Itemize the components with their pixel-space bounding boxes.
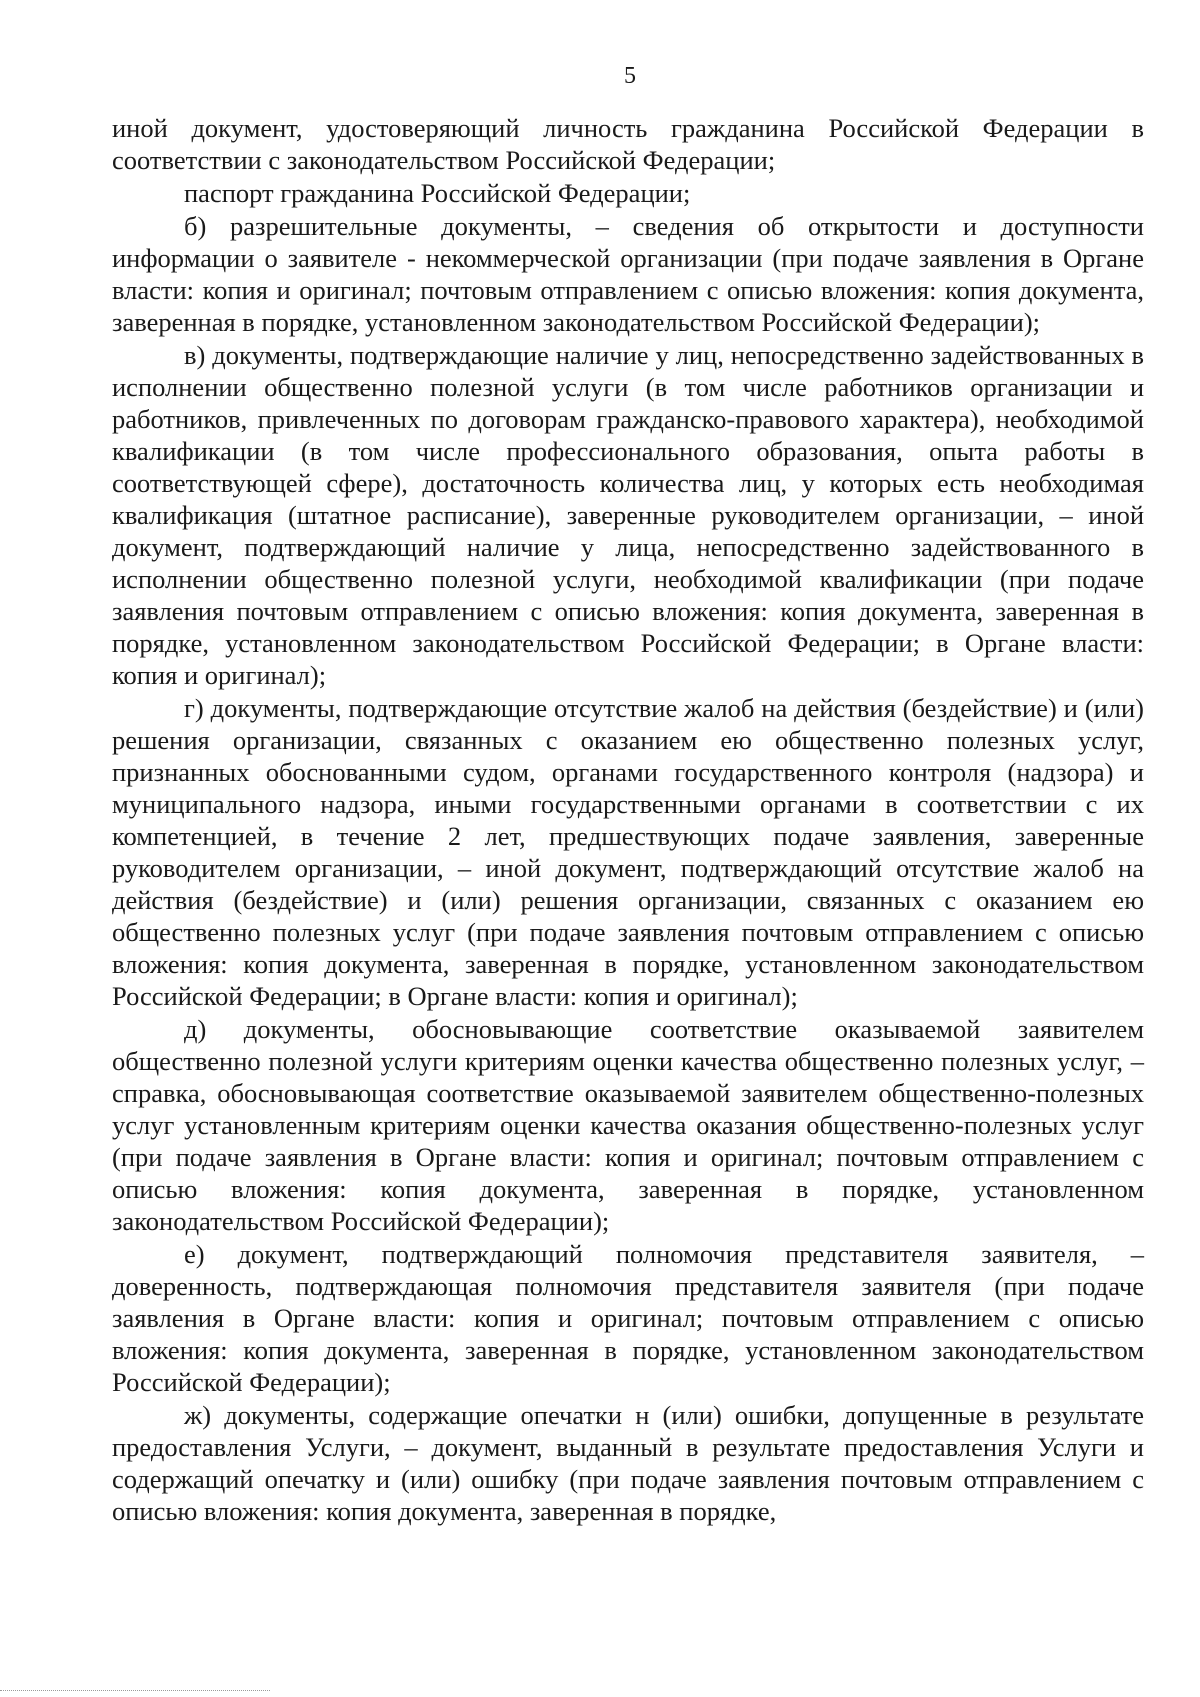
scan-edge-line	[0, 1690, 270, 1691]
paragraph-item-zh: ж) документы, содержащие опечатки н (или) ошибки, допущенные в результате предоставления Услуги, – документ, выданный в результате предоставления Услуги и содержащий опечатку и (или) ошибку (при подаче заявления почтовым отправлением с описью вложения: копия документа, заверенная в порядке,	[112, 1400, 1144, 1526]
paragraph-item-g: г) документы, подтверждающие отсутствие жалоб на действия (бездействие) и (или) решения организации, связанных с оказанием ею общественно полезных услуг, признанных обоснованными судом, органами государственного контроля (надзора) и муниципального надзора, иными государственными органами в соответствии с их компетенцией, в течение 2 лет, предшествующих подаче заявления, заверенные руководителем организации, – иной документ, подтверждающий отсутствие жалоб на действия (бездействие) и (или) решения организации, связанных с оказанием ею общественно полезных услуг (при подаче заявления почтовым отправлением с описью вложения: копия документа, заверенная в порядке, установленном законодательством Российской Федерации; в Органе власти: копия и оригинал);	[112, 693, 1144, 1011]
paragraph-passport: паспорт гражданина Российской Федерации;	[184, 178, 691, 208]
paragraph-item-b: б) разрешительные документы, – сведения об открытости и доступности информации о заявителе - некоммерческой организации (при подаче заявления в Органе власти: копия и оригинал; почтовым отправлением с описью вложения: копия документа, заверенная в порядке, установленном законодательством Российской Федерации);	[112, 211, 1144, 337]
page-number: 5	[624, 63, 636, 89]
document-body	[112, 112, 1144, 1527]
paragraph-item-v: в) документы, подтверждающие наличие у лиц, непосредственно задействованных в исполнении общественно полезной услуги (в том числе работников организации и работников, привлеченных по договорам гражданско-правового характера), необходимой квалификации (в том числе профессионального образования, опыта работы в соответствующей сфере), достаточность количества лиц, у которых есть необходимая квалификация (штатное расписание), заверенные руководителем организации, – иной документ, подтверждающий наличие у лица, непосредственно задействованного в исполнении общественно полезной услуги, необходимой квалификации (при подаче заявления почтовым отправлением с описью вложения: копия документа, заверенная в порядке, установленном законодательством Российской Федерации; в Органе власти: копия и оригинал);	[112, 340, 1144, 690]
paragraph-identity-document: иной документ, удостоверяющий личность гражданина Российской Федерации в соответствии с законодательством Российской Федерации;	[112, 113, 1144, 175]
paragraph-item-d: д) документы, обосновывающие соответствие оказываемой заявителем общественно полезной услуги критериям оценки качества общественно полезных услуг, – справка, обосновывающая соответствие оказываемой заявителем общественно-полезных услуг установленным критериям оценки качества оказания общественно-полезных услуг (при подаче заявления в Органе власти: копия и оригинал; почтовым отправлением с описью вложения: копия документа, заверенная в порядке, установленном законодательством Российской Федерации);	[112, 1014, 1144, 1236]
paragraph-item-e: е) документ, подтверждающий полномочия представителя заявителя, – доверенность, подтверждающая полномочия представителя заявителя (при подаче заявления в Органе власти: копия и оригинал; почтовым отправлением с описью вложения: копия документа, заверенная в порядке, установленном законодательством Российской Федерации);	[112, 1239, 1144, 1397]
